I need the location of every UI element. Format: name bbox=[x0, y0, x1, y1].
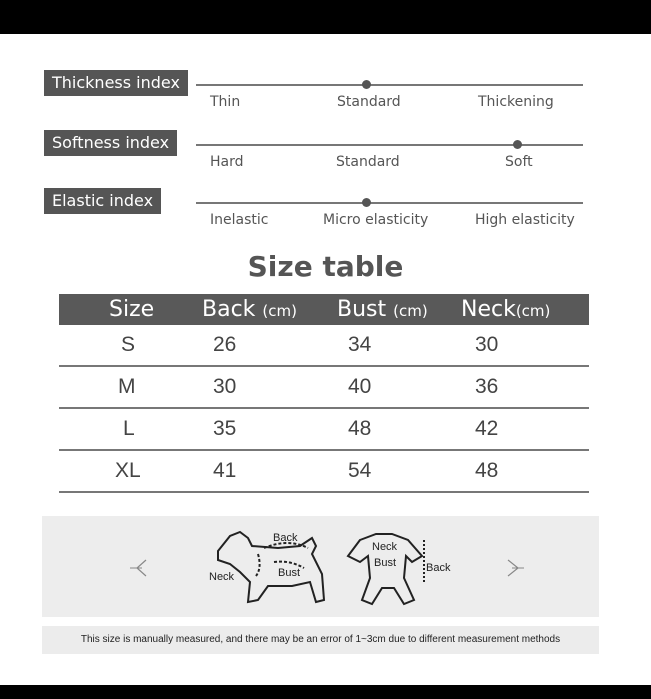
chevron-right-icon[interactable] bbox=[508, 560, 524, 576]
header-bust: Bust (cm) bbox=[337, 297, 428, 322]
cell-size: S bbox=[121, 333, 136, 356]
table-row bbox=[59, 325, 589, 367]
softness-index-label: Softness index bbox=[44, 130, 177, 156]
table-row bbox=[59, 409, 589, 451]
chevron-left-icon[interactable] bbox=[130, 560, 146, 576]
size-table-header bbox=[59, 294, 589, 325]
cell-neck: 48 bbox=[475, 459, 499, 482]
thickness-option-thin: Thin bbox=[210, 94, 241, 110]
cell-neck: 30 bbox=[475, 333, 499, 356]
thickness-index-row bbox=[0, 70, 651, 130]
cell-back: 30 bbox=[213, 375, 237, 398]
thickness-index-marker bbox=[362, 80, 371, 89]
size-table bbox=[59, 294, 589, 493]
cell-size: XL bbox=[115, 459, 141, 482]
thickness-option-thickening: Thickening bbox=[478, 94, 554, 110]
measurement-diagram bbox=[42, 516, 599, 617]
elastic-option-high: High elasticity bbox=[475, 212, 575, 228]
cell-neck: 42 bbox=[475, 417, 499, 440]
dog-icon bbox=[218, 532, 324, 602]
size-table-title: Size table bbox=[247, 250, 404, 283]
dog-neck-label: Neck bbox=[209, 571, 235, 583]
shirt-neck-label: Neck bbox=[372, 541, 398, 553]
dog-bust-label: Bust bbox=[278, 567, 301, 579]
elastic-index-label: Elastic index bbox=[44, 188, 161, 214]
softness-option-soft: Soft bbox=[505, 154, 533, 170]
header-size: Size bbox=[109, 297, 155, 322]
cell-bust: 40 bbox=[348, 375, 372, 398]
cell-neck: 36 bbox=[475, 375, 499, 398]
softness-option-standard: Standard bbox=[336, 154, 400, 170]
elastic-index-scale bbox=[196, 202, 583, 204]
softness-index-marker bbox=[513, 140, 522, 149]
measurement-note: This size is manually measured, and there may be an error of 1~3cm due to different measurement methods bbox=[42, 626, 599, 654]
dog-back-label: Back bbox=[273, 532, 298, 544]
elastic-option-micro: Micro elasticity bbox=[323, 212, 429, 228]
softness-index-row bbox=[0, 130, 651, 190]
cell-back: 41 bbox=[213, 459, 237, 482]
cell-size: L bbox=[123, 417, 135, 440]
cell-size: M bbox=[118, 375, 136, 398]
softness-index-scale bbox=[196, 144, 583, 146]
cell-back: 35 bbox=[213, 417, 237, 440]
product-info-page bbox=[0, 34, 651, 685]
elastic-index-marker bbox=[362, 198, 371, 207]
table-row bbox=[59, 367, 589, 409]
elastic-index-row bbox=[0, 188, 651, 248]
elastic-option-inelastic: Inelastic bbox=[210, 212, 269, 228]
thickness-option-standard: Standard bbox=[337, 94, 401, 110]
cell-bust: 48 bbox=[348, 417, 372, 440]
thickness-index-label: Thickness index bbox=[44, 70, 188, 96]
cell-bust: 54 bbox=[348, 459, 372, 482]
softness-option-hard: Hard bbox=[210, 154, 244, 170]
table-row bbox=[59, 451, 589, 493]
shirt-back-label: Back bbox=[426, 562, 451, 574]
thickness-index-scale bbox=[196, 84, 583, 86]
header-back: Back (cm) bbox=[202, 297, 297, 322]
shirt-bust-label: Bust bbox=[374, 557, 397, 569]
header-neck: Neck(cm) bbox=[461, 297, 551, 322]
cell-bust: 34 bbox=[348, 333, 372, 356]
cell-back: 26 bbox=[213, 333, 237, 356]
